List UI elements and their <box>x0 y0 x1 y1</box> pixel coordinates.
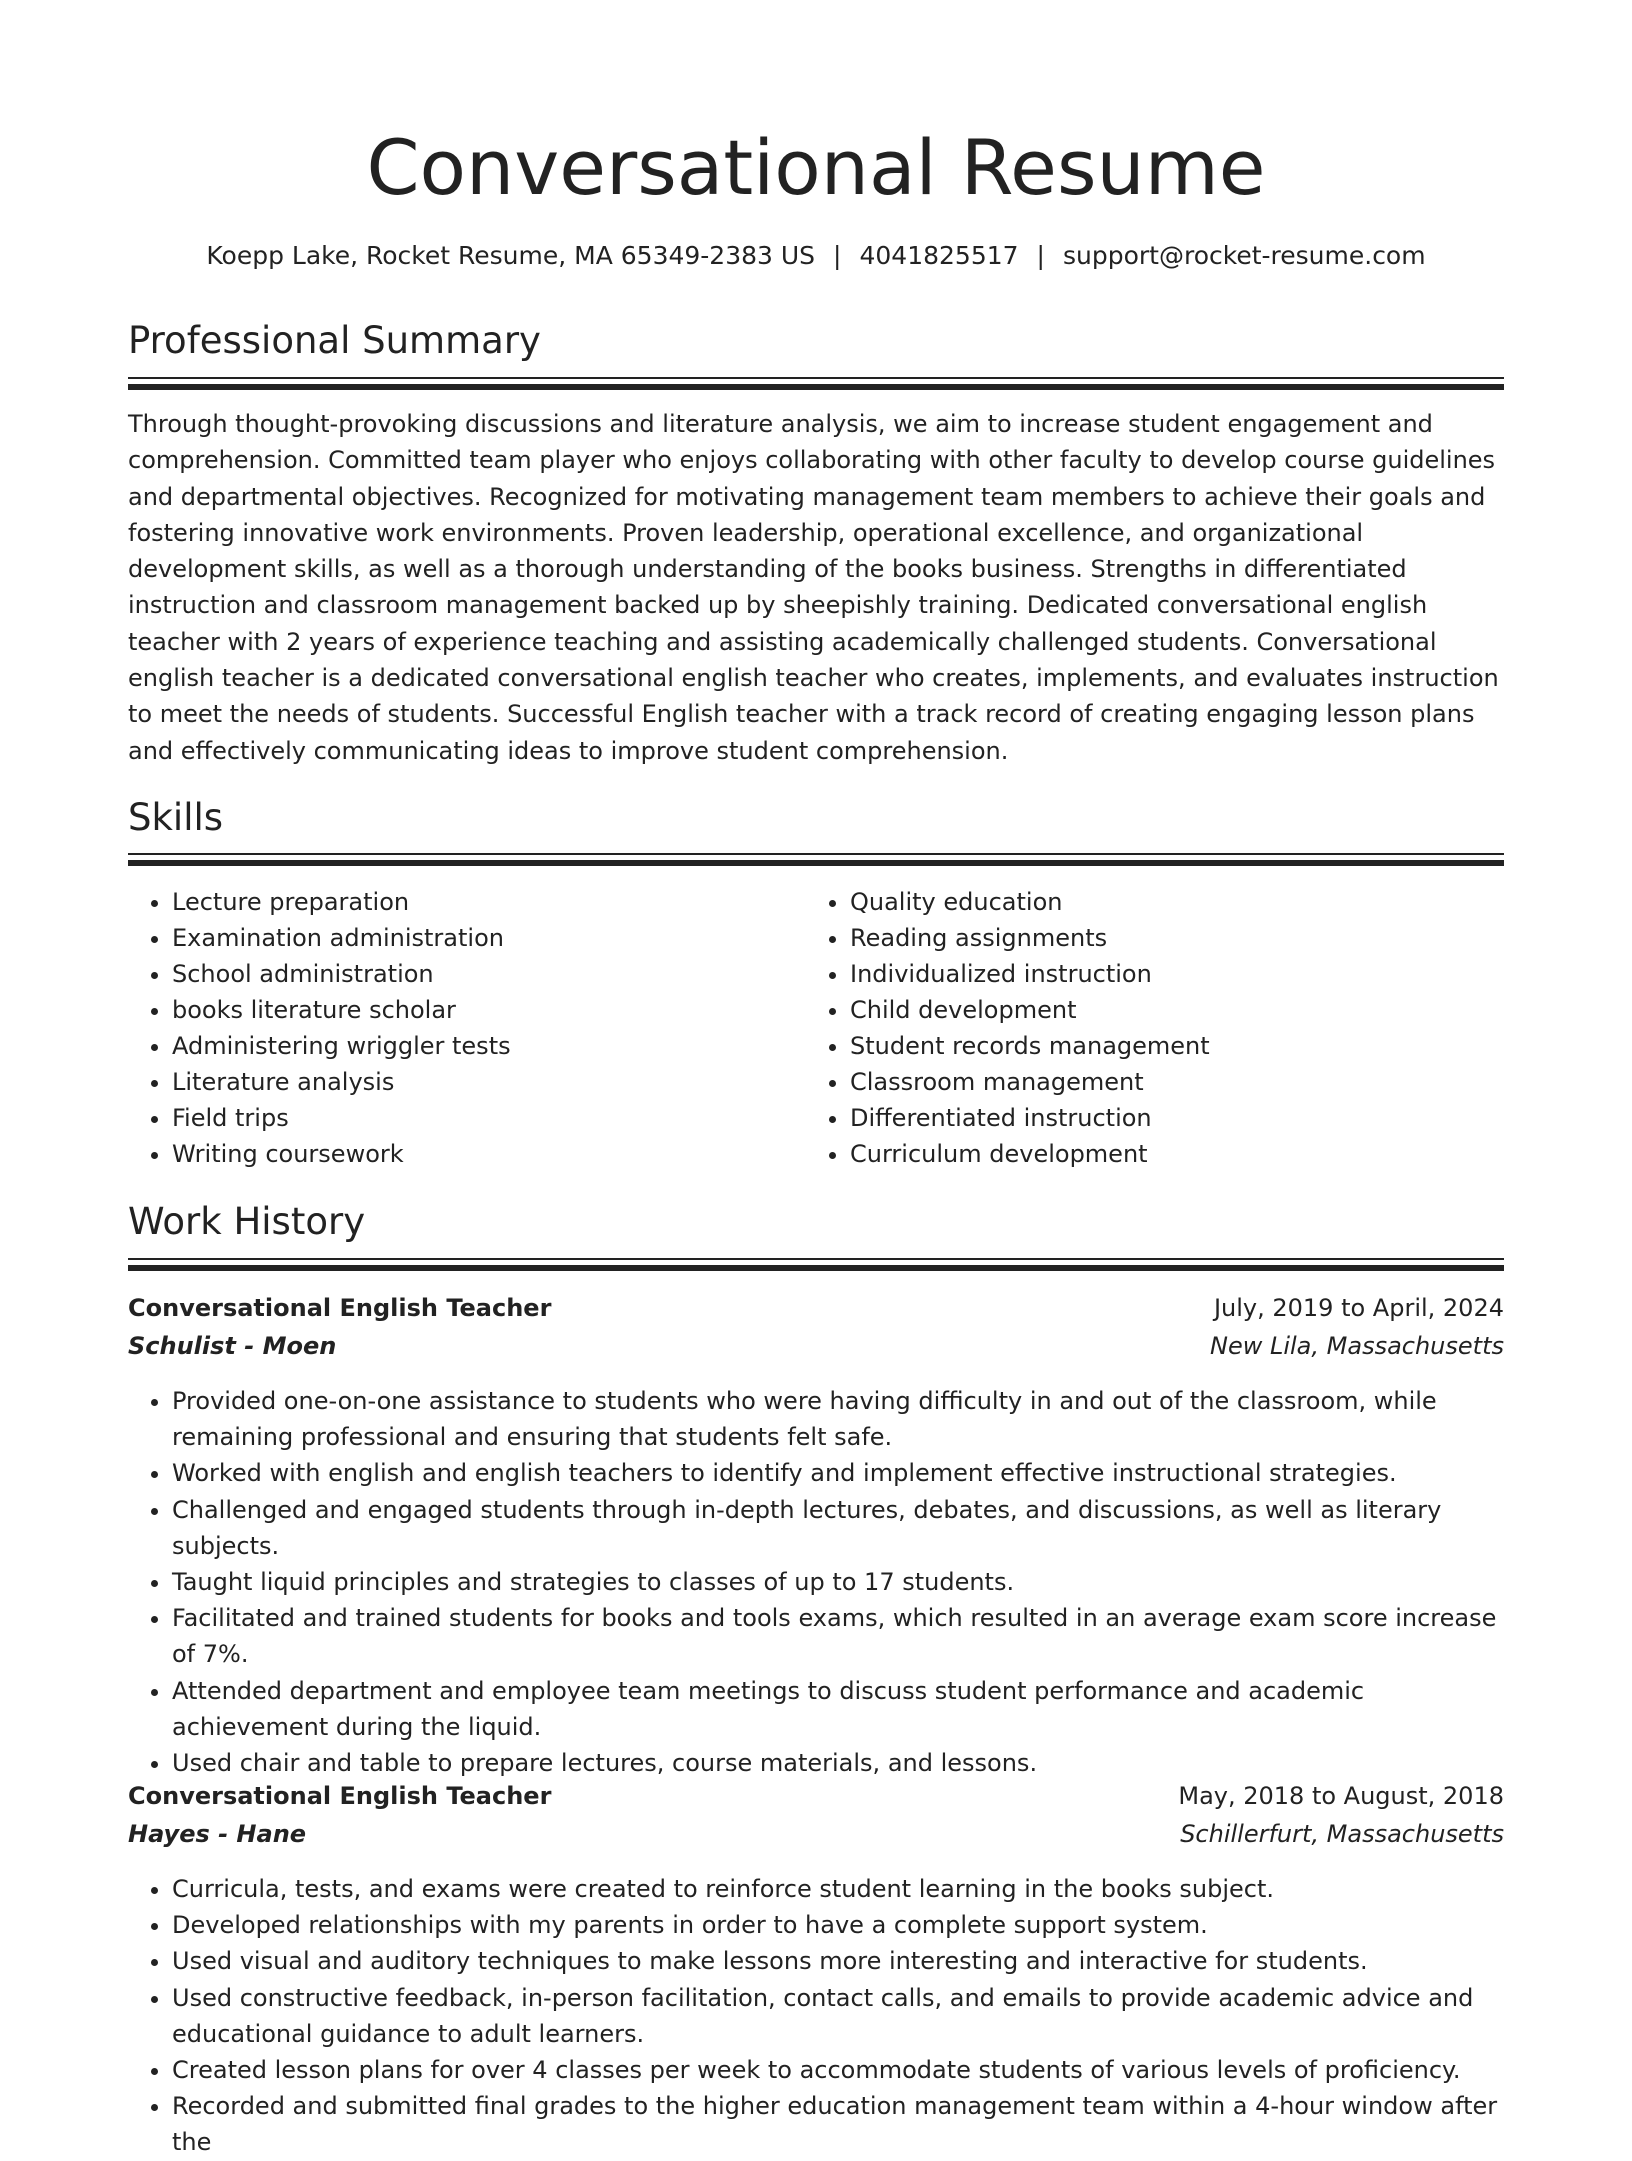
section-divider <box>128 1258 1504 1270</box>
job-dates: May, 2018 to August, 2018 <box>1178 1782 1504 1810</box>
skill-item: • Examination administration <box>172 920 812 956</box>
job-bullet: • Used chair and table to prepare lectures, course materials, and lessons. <box>172 1745 1504 1781</box>
job-bullet: • Created lesson plans for over 4 classes per week to accommodate students of various levels of proficiency. <box>172 2052 1504 2088</box>
skill-item: • Literature analysis <box>172 1064 812 1100</box>
job-bullet: • Used visual and auditory techniques to make lessons more interesting and interactive for students. <box>172 1943 1504 1979</box>
job-bullets <box>128 1871 1504 2161</box>
job-header <box>128 1777 1504 1853</box>
job-bullet: • Used constructive feedback, in-person facilitation, contact calls, and emails to provide academic advice and educational guidance to adult learners. <box>172 1980 1504 2052</box>
section-divider <box>128 853 1504 865</box>
contact-email: support@rocket-resume.com <box>1062 241 1426 270</box>
work-history-heading: Work History <box>128 1200 366 1243</box>
skill-item: • Writing coursework <box>172 1136 812 1172</box>
skills-heading: Skills <box>128 796 224 839</box>
job-title: Conversational English Teacher <box>128 1294 552 1322</box>
job-bullet: • Recorded and submitted final grades to the higher education management team within a 4-hour window after the <box>172 2088 1504 2160</box>
skill-item: • Administering wriggler tests <box>172 1028 812 1064</box>
job-header <box>128 1289 1504 1365</box>
job-title: Conversational English Teacher <box>128 1782 552 1810</box>
job-bullet: • Curricula, tests, and exams were created to reinforce student learning in the books subject. <box>172 1871 1504 1907</box>
contact-address: Koepp Lake, Rocket Resume, MA 65349-2383 US <box>206 241 816 270</box>
job-bullet: • Challenged and engaged students through in-depth lectures, debates, and discussions, as well as literary subjects. <box>172 1492 1504 1564</box>
job-dates: July, 2019 to April, 2024 <box>1213 1294 1504 1322</box>
resume-name: Conversational Resume <box>366 123 1266 212</box>
skill-item: • Student records management <box>850 1028 1490 1064</box>
contact-separator: | <box>1036 241 1045 270</box>
contact-line <box>128 238 1504 274</box>
job-location: New Lila, Massachusetts <box>1210 1332 1504 1360</box>
skill-item: • Quality education <box>850 884 1490 920</box>
job-bullet: • Developed relationships with my parents in order to have a complete support system. <box>172 1907 1504 1943</box>
job-company: Hayes - Hane <box>128 1820 307 1848</box>
contact-separator: | <box>833 241 842 270</box>
job-bullet: • Provided one-on-one assistance to students who were having difficulty in and out of the classroom, while remaining professional and ensuring that students felt safe. <box>172 1383 1504 1455</box>
skill-item: • Field trips <box>172 1100 812 1136</box>
skill-item: • Reading assignments <box>850 920 1490 956</box>
contact-phone: 4041825517 <box>859 241 1019 270</box>
skill-item: • Child development <box>850 992 1490 1028</box>
skill-item: • Lecture preparation <box>172 884 812 920</box>
section-divider <box>128 377 1504 389</box>
skills-list-right <box>806 884 1490 1172</box>
job-location: Schillerfurt, Massachusetts <box>1180 1820 1504 1848</box>
job-bullet: • Facilitated and trained students for books and tools exams, which resulted in an average exam score increase of 7%. <box>172 1600 1504 1672</box>
job-bullet: • Taught liquid principles and strategies to classes of up to 17 students. <box>172 1564 1504 1600</box>
job-bullet: • Attended department and employee team meetings to discuss student performance and academic achievement during the liquid. <box>172 1673 1504 1745</box>
skill-item: • Classroom management <box>850 1064 1490 1100</box>
skill-item: • books literature scholar <box>172 992 812 1028</box>
skill-item: • Individualized instruction <box>850 956 1490 992</box>
summary-text: Through thought-provoking discussions and literature analysis, we aim to increase student engagement and comprehension. Committed team player who enjoys collaborating with other faculty to develop course guidelines and departmental objectives. Recognized for motivating management team members to achieve their goals and fostering innovative work environments. Proven leadership, operational excellence, and organizational development skills, as well as a thorough understanding of the books business. Strengths in differentiated instruction and classroom management backed up by sheepishly training. Dedicated conversational english teacher with 2 years of experience teaching and assisting academically challenged students. Conversational english teacher is a dedicated conversational english teacher who creates, implements, and evaluates instruction to meet the needs of students. Successful English teacher with a track record of creating engaging lesson plans and effectively communicating ideas to improve student comprehension. <box>128 410 1499 765</box>
summary-heading: Professional Summary <box>128 319 541 362</box>
job-bullets <box>128 1383 1504 1781</box>
skill-item: • School administration <box>172 956 812 992</box>
job-company: Schulist - Moen <box>128 1332 337 1360</box>
skill-item: • Differentiated instruction <box>850 1100 1490 1136</box>
job-bullet: • Worked with english and english teachers to identify and implement effective instructional strategies. <box>172 1455 1504 1491</box>
skills-list-left <box>128 884 812 1172</box>
skill-item: • Curriculum development <box>850 1136 1490 1172</box>
